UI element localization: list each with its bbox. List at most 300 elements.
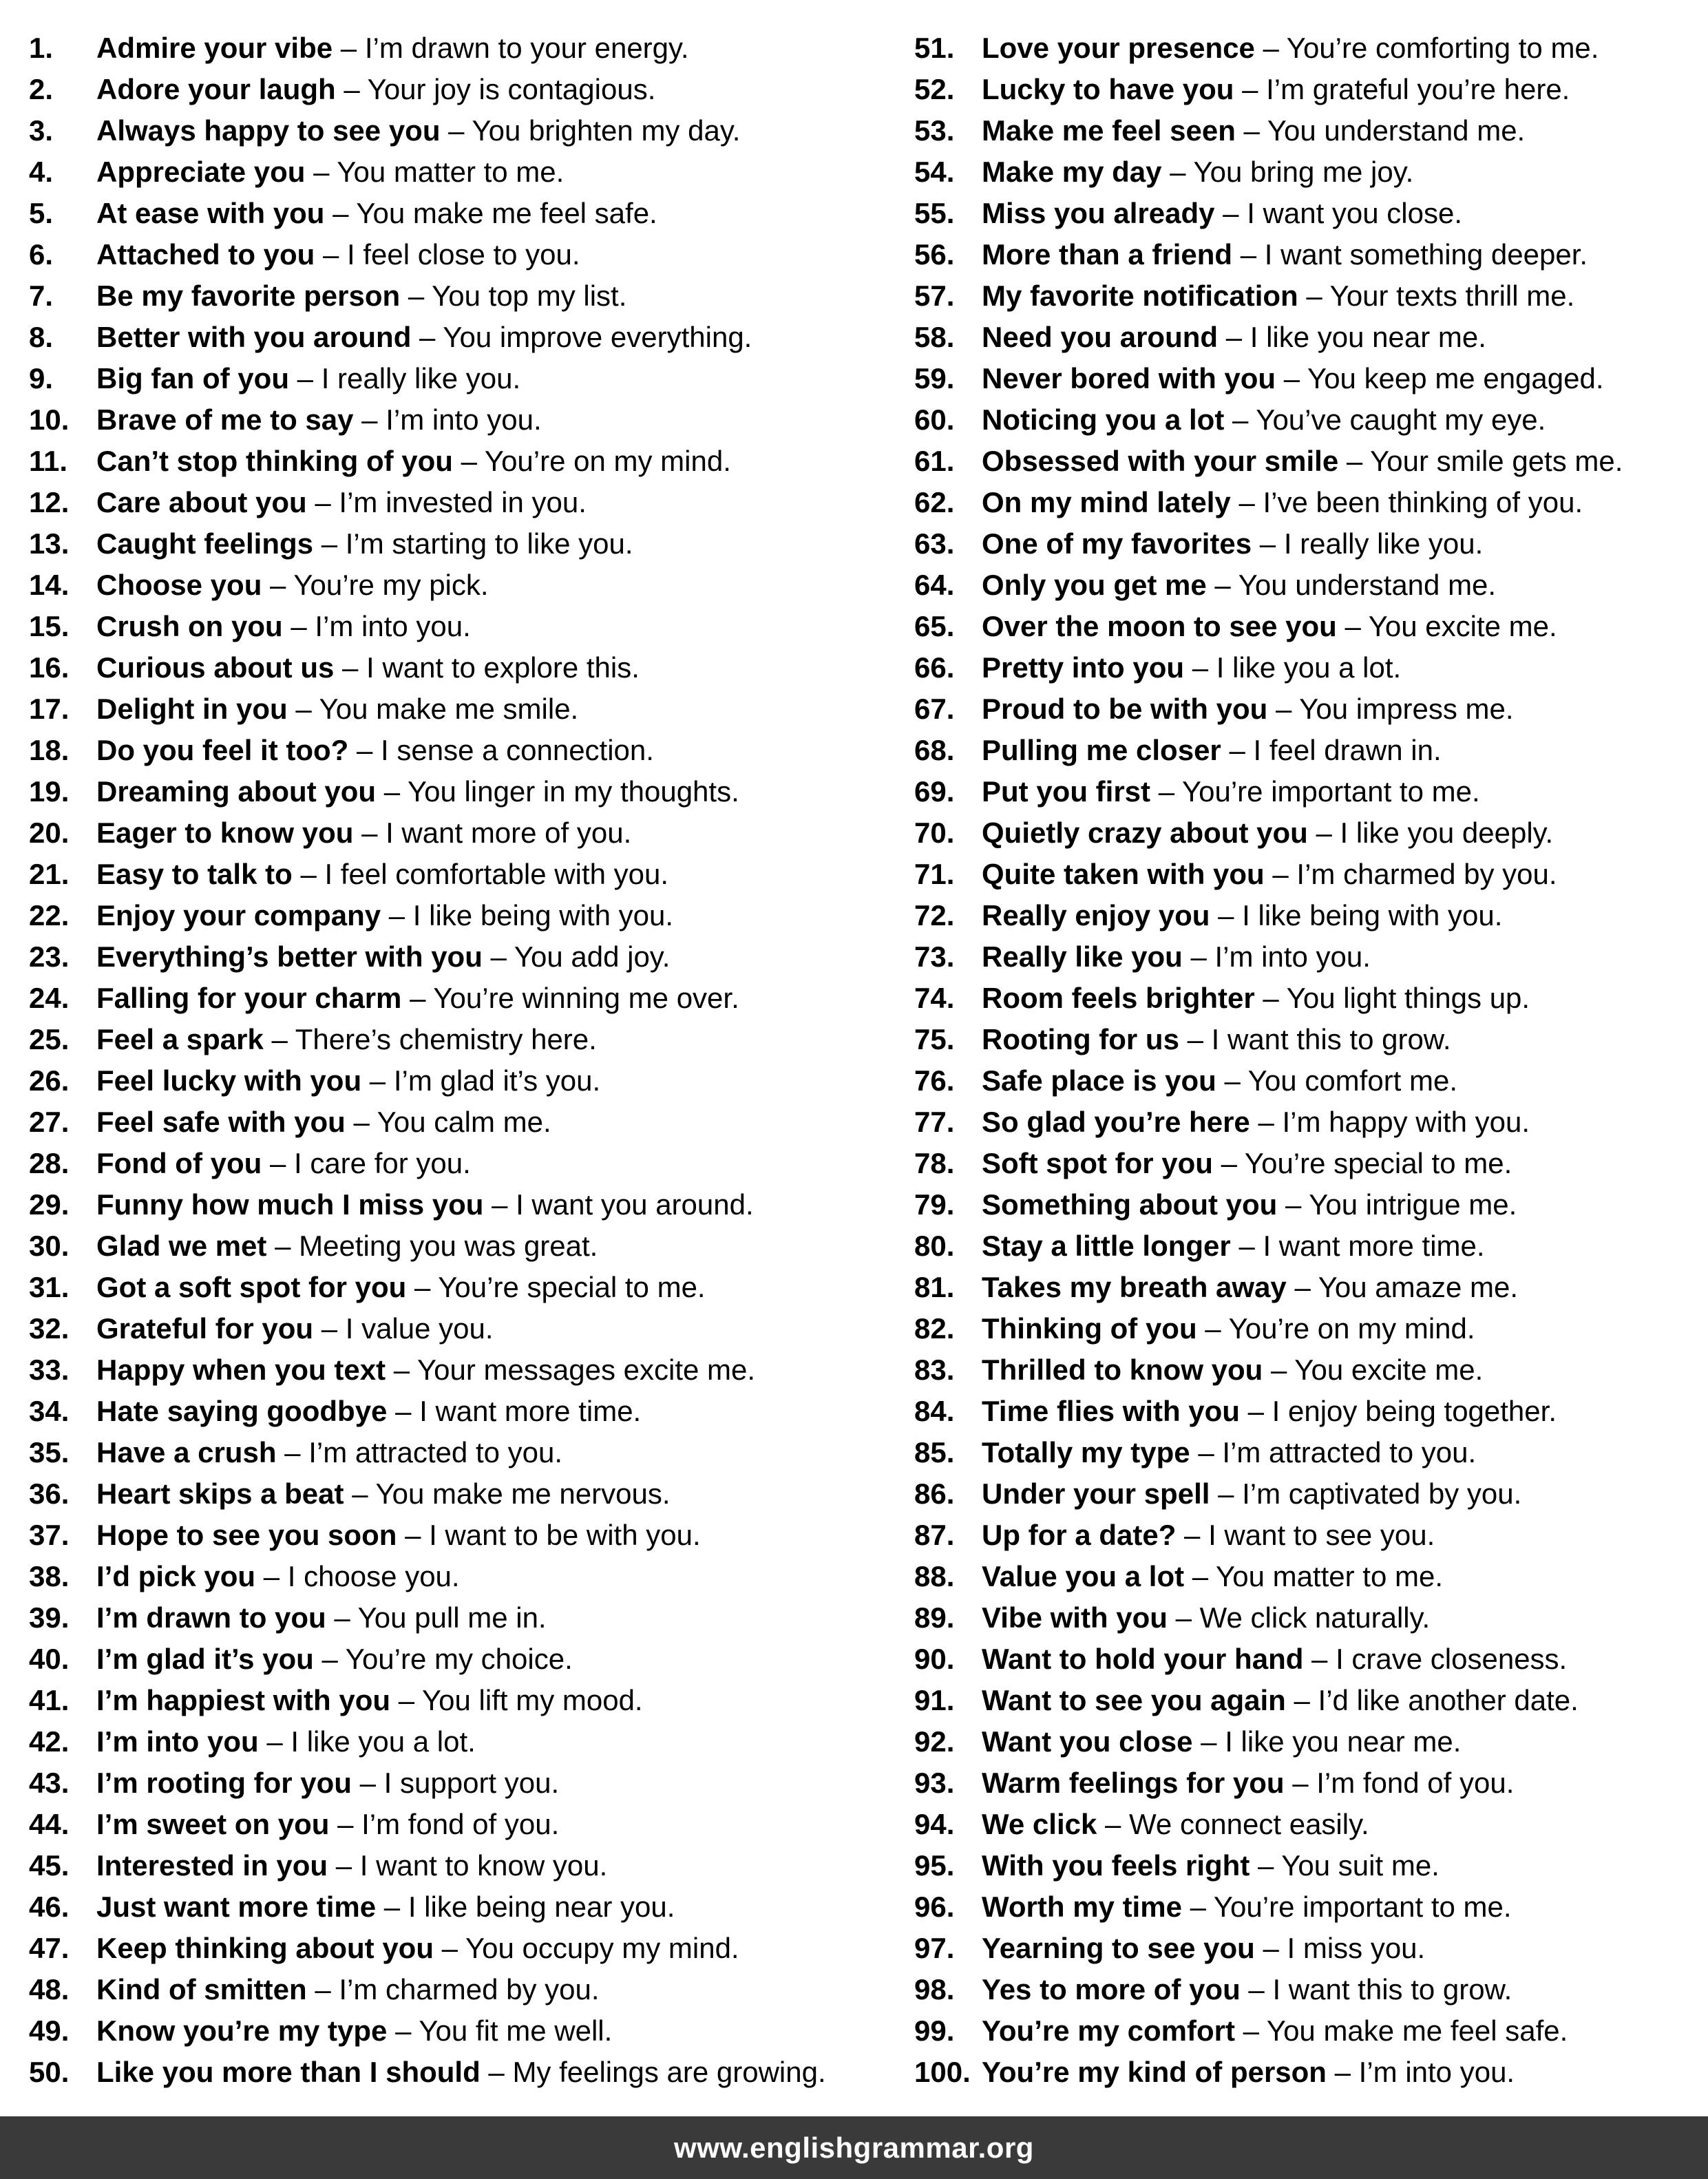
item-number: 84. <box>914 1395 955 1427</box>
list-item <box>914 69 1706 110</box>
item-number: 44. <box>29 1808 70 1840</box>
item-text <box>96 1762 559 1804</box>
list-item <box>29 441 896 482</box>
item-text <box>982 441 1623 482</box>
item-number: 78. <box>914 1147 955 1179</box>
item-phrase: Have a crush <box>96 1436 277 1469</box>
item-text <box>982 647 1401 688</box>
list-item <box>914 1969 1706 2010</box>
item-number: 69. <box>914 775 955 808</box>
list-item <box>914 1556 1706 1597</box>
list-item <box>914 978 1706 1019</box>
list-item <box>29 854 896 895</box>
item-phrase: Room feels brighter <box>982 982 1255 1014</box>
item-number: 93. <box>914 1767 955 1799</box>
item-meaning: You calm me. <box>377 1106 551 1138</box>
list-item <box>29 730 896 771</box>
item-phrase: Choose you <box>96 569 262 601</box>
list-item <box>29 606 896 647</box>
item-meaning: Your smile gets me. <box>1370 445 1623 477</box>
item-number: 71. <box>914 858 955 890</box>
item-separator: – <box>1243 114 1260 147</box>
item-phrase: Want to see you again <box>982 1684 1286 1716</box>
list-item <box>914 441 1706 482</box>
item-meaning: I want something deeper. <box>1264 238 1588 271</box>
item-meaning: There’s chemistry here. <box>295 1023 597 1055</box>
list-item <box>29 1721 896 1762</box>
item-separator: – <box>1221 1147 1237 1179</box>
item-meaning: You’re comforting to me. <box>1286 32 1599 64</box>
list-item <box>29 399 896 441</box>
item-text <box>982 1060 1457 1102</box>
item-text <box>982 2010 1568 2052</box>
list-item <box>29 1804 896 1845</box>
item-number: 21. <box>29 858 70 890</box>
item-separator: – <box>1175 1601 1192 1634</box>
item-number: 98. <box>914 1973 955 2006</box>
item-separator: – <box>441 1932 458 1964</box>
item-number: 30. <box>29 1230 70 1262</box>
item-phrase: Over the moon to see you <box>982 610 1337 642</box>
item-text <box>96 275 626 317</box>
item-number: 15. <box>29 610 70 642</box>
item-meaning: I’m grateful you’re here. <box>1266 73 1570 105</box>
item-meaning: You impress me. <box>1299 693 1514 725</box>
item-text <box>982 771 1480 812</box>
item-text <box>982 1391 1557 1432</box>
item-text <box>96 1886 675 1928</box>
item-number: 43. <box>29 1767 70 1799</box>
item-number: 49. <box>29 2014 70 2047</box>
item-phrase: Stay a little longer <box>982 1230 1231 1262</box>
list-item <box>914 317 1706 358</box>
item-text <box>96 895 673 936</box>
item-meaning: You excite me. <box>1294 1354 1484 1386</box>
list-item <box>914 358 1706 399</box>
item-number: 24. <box>29 982 70 1014</box>
item-meaning: You’re winning me over. <box>433 982 739 1014</box>
item-number: 95. <box>914 1849 955 1882</box>
list-item <box>914 1473 1706 1515</box>
item-text <box>96 2052 826 2093</box>
item-text <box>982 730 1442 771</box>
item-number: 36. <box>29 1477 70 1510</box>
item-text <box>982 1349 1483 1391</box>
item-phrase: We click <box>982 1808 1097 1840</box>
item-phrase: I’d pick you <box>96 1560 256 1592</box>
item-separator: – <box>1218 899 1234 931</box>
item-separator: – <box>295 693 312 725</box>
item-phrase: You’re my comfort <box>982 2014 1235 2047</box>
list-item <box>914 1515 1706 1556</box>
item-separator: – <box>352 1477 368 1510</box>
list-item <box>29 1019 896 1060</box>
item-phrase: Totally my type <box>982 1436 1190 1469</box>
item-text <box>982 234 1588 275</box>
item-meaning: You improve everything. <box>443 321 752 353</box>
item-phrase: Yearning to see you <box>982 1932 1255 1964</box>
item-number: 52. <box>914 73 955 105</box>
list-item <box>29 936 896 978</box>
item-meaning: Meeting you was great. <box>299 1230 598 1262</box>
item-phrase: Hope to see you soon <box>96 1519 397 1551</box>
item-text <box>982 1432 1476 1473</box>
item-phrase: Glad we met <box>96 1230 267 1262</box>
item-phrase: I’m happiest with you <box>96 1684 391 1716</box>
item-number: 9. <box>29 362 54 394</box>
item-separator: – <box>1263 982 1279 1014</box>
item-meaning: I’m into you. <box>1214 940 1371 973</box>
item-meaning: I choose you. <box>287 1560 460 1592</box>
item-separator: – <box>315 486 331 518</box>
item-number: 63. <box>914 527 955 560</box>
item-separator: – <box>1214 569 1231 601</box>
item-text <box>96 1349 755 1391</box>
item-separator: – <box>1263 1932 1279 1964</box>
item-number: 99. <box>914 2014 955 2047</box>
item-phrase: You’re my kind of person <box>982 2056 1327 2088</box>
phrase-list <box>0 28 1708 2086</box>
item-phrase: Interested in you <box>96 1849 328 1882</box>
item-text <box>96 647 640 688</box>
item-meaning: I like being near you. <box>408 1891 675 1923</box>
item-number: 11. <box>29 445 68 477</box>
item-text <box>982 317 1486 358</box>
item-number: 14. <box>29 569 70 601</box>
item-meaning: I want more of you. <box>386 817 632 849</box>
item-phrase: Really enjoy you <box>982 899 1210 931</box>
item-separator: – <box>1190 1891 1206 1923</box>
item-meaning: You light things up. <box>1286 982 1530 1014</box>
item-separator: – <box>395 1395 412 1427</box>
item-phrase: Be my favorite person <box>96 280 401 312</box>
item-separator: – <box>1248 1973 1265 2006</box>
item-separator: – <box>388 899 405 931</box>
item-phrase: Can’t stop thinking of you <box>96 445 453 477</box>
list-item <box>914 1721 1706 1762</box>
item-number: 48. <box>29 1973 70 2006</box>
item-phrase: Want to hold your hand <box>982 1643 1304 1675</box>
item-meaning: I want to know you. <box>359 1849 608 1882</box>
item-text <box>982 688 1514 730</box>
list-item <box>29 1308 896 1349</box>
item-phrase: Kind of smitten <box>96 1973 307 2006</box>
list-item <box>29 1143 896 1184</box>
item-meaning: I really like you. <box>321 362 521 394</box>
item-separator: – <box>1275 693 1292 725</box>
item-text <box>96 69 655 110</box>
item-phrase: Lucky to have you <box>982 73 1234 105</box>
list-item <box>914 234 1706 275</box>
item-separator: – <box>1184 1519 1201 1551</box>
item-phrase: Miss you already <box>982 197 1215 229</box>
item-text <box>982 2052 1515 2093</box>
item-phrase: Heart skips a beat <box>96 1477 344 1510</box>
item-number: 3. <box>29 114 54 147</box>
list-item <box>914 1184 1706 1225</box>
item-separator: – <box>1285 1188 1302 1221</box>
item-meaning: I like being with you. <box>1242 899 1503 931</box>
item-phrase: Know you’re my type <box>96 2014 388 2047</box>
item-number: 20. <box>29 817 70 849</box>
item-text <box>982 1762 1514 1804</box>
item-separator: – <box>398 1684 415 1716</box>
item-number: 39. <box>29 1601 70 1634</box>
item-text <box>96 399 542 441</box>
item-phrase: Happy when you text <box>96 1354 386 1386</box>
list-item <box>914 812 1706 854</box>
item-text <box>96 854 668 895</box>
list-item <box>29 1845 896 1886</box>
item-text <box>96 234 580 275</box>
list-item <box>914 854 1706 895</box>
item-phrase: Adore your laugh <box>96 73 336 105</box>
item-separator: – <box>1292 1767 1309 1799</box>
item-text <box>96 151 564 193</box>
list-item <box>29 1102 896 1143</box>
item-phrase: Always happy to see you <box>96 114 441 147</box>
item-meaning: Your texts thrill me. <box>1329 280 1575 312</box>
list-item <box>914 1060 1706 1102</box>
item-meaning: You make me smile. <box>319 693 579 725</box>
item-text <box>982 1928 1425 1969</box>
item-text <box>982 482 1583 523</box>
item-text <box>982 1639 1567 1680</box>
item-meaning: You’re on my mind. <box>1228 1312 1475 1345</box>
item-separator: – <box>1334 2056 1351 2088</box>
item-text <box>96 1102 551 1143</box>
footer-bar <box>0 2116 1708 2179</box>
item-meaning: I care for you. <box>293 1147 471 1179</box>
item-separator: – <box>393 1354 410 1386</box>
item-number: 1. <box>29 32 54 64</box>
list-item <box>914 771 1706 812</box>
item-separator: – <box>1259 527 1276 560</box>
item-meaning: I feel drawn in. <box>1253 734 1442 766</box>
item-phrase: Enjoy your company <box>96 899 381 931</box>
item-meaning: I feel comfortable with you. <box>324 858 669 890</box>
list-item <box>914 1349 1706 1391</box>
item-text <box>96 1680 643 1721</box>
item-separator: – <box>1271 1354 1287 1386</box>
item-separator: – <box>1205 1312 1221 1345</box>
item-phrase: Feel lucky with you <box>96 1064 362 1097</box>
item-meaning: Your messages excite me. <box>417 1354 756 1386</box>
item-number: 50. <box>29 2056 70 2088</box>
item-separator: – <box>359 1767 376 1799</box>
footer-url[interactable]: www.englishgrammar.org <box>674 2131 1034 2164</box>
item-separator: – <box>344 73 360 105</box>
item-text <box>96 688 578 730</box>
item-phrase: Hate saying goodbye <box>96 1395 388 1427</box>
item-number: 56. <box>914 238 955 271</box>
item-text <box>982 275 1574 317</box>
item-number: 66. <box>914 651 955 684</box>
list-item <box>914 275 1706 317</box>
item-phrase: Eager to know you <box>96 817 354 849</box>
item-separator: – <box>1223 197 1239 229</box>
item-text <box>96 1225 598 1267</box>
item-meaning: You excite me. <box>1368 610 1557 642</box>
item-phrase: Delight in you <box>96 693 288 725</box>
item-number: 65. <box>914 610 955 642</box>
item-meaning: I’m attracted to you. <box>308 1436 563 1469</box>
item-separator: – <box>342 651 359 684</box>
item-text <box>96 1969 600 2010</box>
item-separator: – <box>383 1891 401 1923</box>
item-separator: – <box>1257 1849 1274 1882</box>
item-text <box>982 28 1599 69</box>
item-number: 7. <box>29 280 54 312</box>
item-separator: – <box>315 1973 331 2006</box>
item-text <box>982 1308 1475 1349</box>
item-text <box>96 1597 547 1639</box>
item-meaning: I want you close. <box>1247 197 1463 229</box>
item-phrase: Big fan of you <box>96 362 289 394</box>
item-phrase: Noticing you a lot <box>982 403 1225 436</box>
item-text <box>982 110 1525 151</box>
item-meaning: My feelings are growing. <box>512 2056 826 2088</box>
item-meaning: I’m attracted to you. <box>1222 1436 1477 1469</box>
item-number: 59. <box>914 362 955 394</box>
item-phrase: Make my day <box>982 156 1162 188</box>
item-number: 80. <box>914 1230 955 1262</box>
item-number: 40. <box>29 1643 70 1675</box>
item-separator: – <box>300 858 317 890</box>
item-number: 19. <box>29 775 70 808</box>
item-meaning: You’ve caught my eye. <box>1256 403 1546 436</box>
item-number: 17. <box>29 693 70 725</box>
item-number: 70. <box>914 817 955 849</box>
item-text <box>96 1515 701 1556</box>
list-item <box>914 1597 1706 1639</box>
item-number: 4. <box>29 156 54 188</box>
item-text <box>96 1184 754 1225</box>
item-separator: – <box>323 238 339 271</box>
item-separator: – <box>408 280 425 312</box>
item-number: 45. <box>29 1849 70 1882</box>
item-separator: – <box>419 321 436 353</box>
item-text <box>96 1721 476 1762</box>
item-text <box>96 1928 739 1969</box>
item-text <box>96 1308 494 1349</box>
item-phrase: Thinking of you <box>982 1312 1197 1345</box>
item-separator: – <box>1192 1560 1209 1592</box>
item-meaning: I’m captivated by you. <box>1242 1477 1522 1510</box>
list-item <box>914 895 1706 936</box>
item-meaning: I want more time. <box>419 1395 642 1427</box>
item-phrase: Quite taken with you <box>982 858 1265 890</box>
list-item <box>29 1515 896 1556</box>
item-text <box>96 2010 612 2052</box>
phrase-column-right <box>914 28 1706 2093</box>
list-item <box>914 936 1706 978</box>
item-number: 79. <box>914 1188 955 1221</box>
item-meaning: I’m fond of you. <box>1316 1767 1515 1799</box>
item-text <box>982 1473 1521 1515</box>
phrase-column-left <box>29 28 896 2093</box>
item-phrase: Care about you <box>96 486 307 518</box>
item-number: 90. <box>914 1643 955 1675</box>
item-text <box>982 895 1502 936</box>
item-meaning: I like you near me. <box>1250 321 1486 353</box>
item-meaning: You’re my choice. <box>345 1643 573 1675</box>
item-separator: – <box>1158 775 1175 808</box>
list-item <box>914 2052 1706 2093</box>
item-separator: – <box>1316 817 1332 849</box>
item-separator: – <box>395 2014 412 2047</box>
list-item <box>29 523 896 565</box>
item-separator: – <box>1306 280 1322 312</box>
item-separator: – <box>321 527 338 560</box>
item-phrase: Never bored with you <box>982 362 1276 394</box>
item-meaning: I’m charmed by you. <box>1296 858 1557 890</box>
item-meaning: I want you around. <box>516 1188 754 1221</box>
item-meaning: You’re important to me. <box>1213 1891 1512 1923</box>
list-item <box>29 812 896 854</box>
item-text <box>982 1267 1518 1308</box>
item-text <box>982 1143 1512 1184</box>
item-number: 81. <box>914 1271 955 1303</box>
list-item <box>914 1886 1706 1928</box>
list-item <box>29 688 896 730</box>
item-phrase: Do you feel it too? <box>96 734 349 766</box>
item-separator: – <box>1283 362 1300 394</box>
item-phrase: Caught feelings <box>96 527 314 560</box>
list-item <box>29 358 896 399</box>
item-text <box>982 854 1557 895</box>
list-item <box>914 2010 1706 2052</box>
item-number: 53. <box>914 114 955 147</box>
list-item <box>29 978 896 1019</box>
item-text <box>982 606 1557 647</box>
item-meaning: I like you a lot. <box>291 1725 476 1758</box>
item-meaning: You matter to me. <box>337 156 565 188</box>
item-separator: – <box>356 734 373 766</box>
list-item <box>29 1680 896 1721</box>
item-separator: – <box>270 569 286 601</box>
item-number: 86. <box>914 1477 955 1510</box>
list-item <box>29 1556 896 1597</box>
item-number: 58. <box>914 321 955 353</box>
item-number: 82. <box>914 1312 955 1345</box>
item-separator: – <box>1294 1271 1311 1303</box>
item-number: 6. <box>29 238 54 271</box>
item-text <box>982 1886 1512 1928</box>
list-item <box>914 1225 1706 1267</box>
item-separator: – <box>1192 651 1209 684</box>
item-separator: – <box>353 1106 370 1138</box>
item-number: 89. <box>914 1601 955 1634</box>
item-separator: – <box>335 1849 352 1882</box>
item-phrase: I’m sweet on you <box>96 1808 330 1840</box>
item-meaning: You matter to me. <box>1216 1560 1443 1592</box>
list-item <box>29 151 896 193</box>
item-separator: – <box>1238 1230 1255 1262</box>
item-number: 26. <box>29 1064 70 1097</box>
item-meaning: You bring me joy. <box>1193 156 1414 188</box>
item-number: 35. <box>29 1436 70 1469</box>
item-number: 31. <box>29 1271 70 1303</box>
item-phrase: One of my favorites <box>982 527 1252 560</box>
item-phrase: Feel a spark <box>96 1023 264 1055</box>
item-meaning: I want to explore this. <box>366 651 640 684</box>
item-phrase: Time flies with you <box>982 1395 1240 1427</box>
item-meaning: I really like you. <box>1283 527 1484 560</box>
item-meaning: You pull me in. <box>357 1601 547 1634</box>
list-item <box>914 1308 1706 1349</box>
item-text <box>982 151 1413 193</box>
